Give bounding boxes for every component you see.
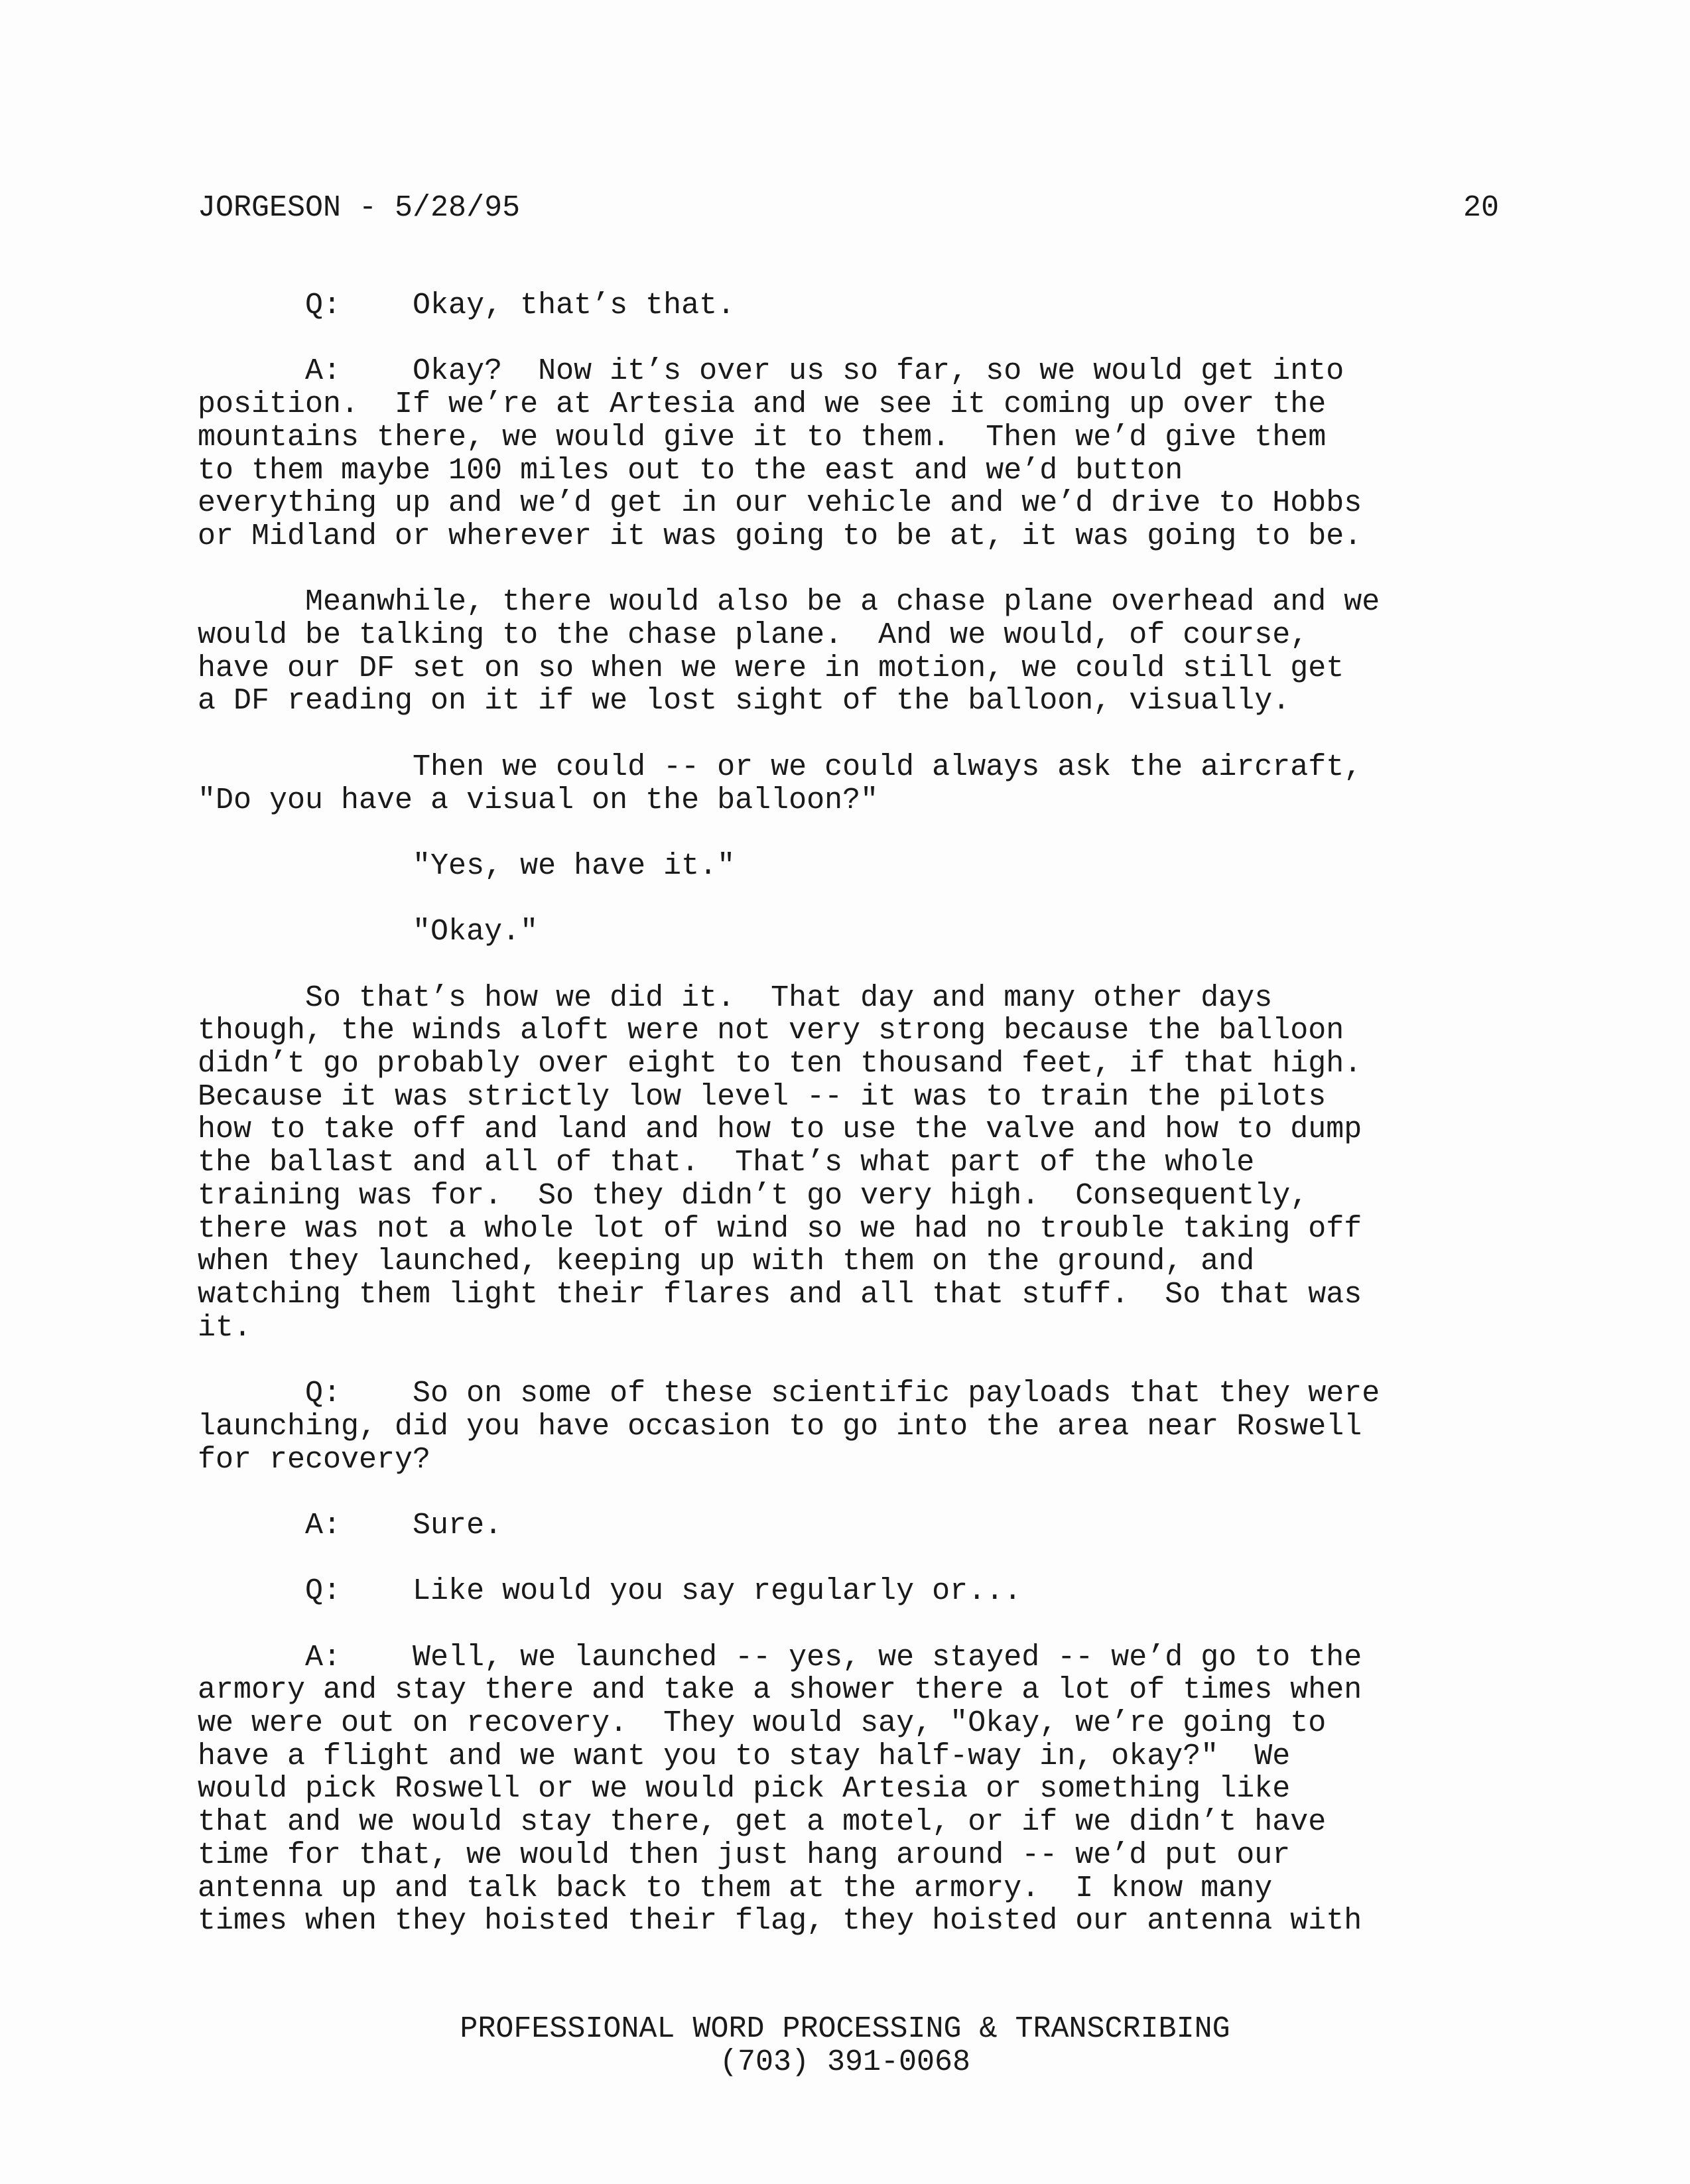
transcript-line: have a flight and we want you to stay half-way in, okay?" We (198, 1739, 1291, 1773)
transcript-line: have our DF set on so when we were in motion, we could still get (198, 651, 1344, 685)
transcript-line: would pick Roswell or we would pick Artesia or something like (198, 1772, 1291, 1807)
transcript-line: watching them light their flares and all that stuff. So that was (198, 1278, 1362, 1312)
transcript-paragraph (198, 289, 1499, 322)
transcript-line: A: Okay? Now it’s over us so far, so we would get into (198, 354, 1344, 389)
transcript-line: how to take off and land and how to use the valve and how to dump (198, 1113, 1362, 1147)
transcript-line: though, the winds aloft were not very strong because the balloon (198, 1014, 1344, 1048)
transcript-line: "Okay." (198, 915, 539, 949)
transcript-line: mountains there, we would give it to them. Then we’d give them (198, 420, 1327, 454)
transcript-line: it. (198, 1310, 252, 1345)
page-footer (0, 2013, 1690, 2079)
transcript-line: that and we would stay there, get a motel, or if we didn’t have (198, 1805, 1327, 1840)
transcript-line: "Yes, we have it." (198, 849, 736, 883)
transcript-line: launching, did you have occasion to go into the area near Roswell (198, 1409, 1362, 1444)
transcript-paragraph (198, 916, 1499, 949)
transcript-line: time for that, we would then just hang around -- we’d put our (198, 1838, 1291, 1872)
transcript-line: when they launched, keeping up with them on the ground, and (198, 1245, 1255, 1279)
transcript-line: to them maybe 100 miles out to the east and we’d button (198, 453, 1183, 488)
transcript-line: there was not a whole lot of wind so we had no trouble taking off (198, 1211, 1362, 1246)
transcript-line: times when they hoisted their flag, they hoisted our antenna with (198, 1904, 1362, 1939)
transcript-line: we were out on recovery. They would say, "Okay, we’re going to (198, 1706, 1327, 1741)
transcript-body (198, 289, 1499, 1971)
transcript-line: position. If we’re at Artesia and we see it coming up over the (198, 387, 1327, 422)
transcript-line: the ballast and all of that. That’s what part of the whole (198, 1146, 1255, 1180)
transcript-line: A: Sure. (198, 1508, 503, 1542)
transcript-line: Then we could -- or we could always ask the aircraft, (198, 750, 1362, 784)
header-title: JORGESON - 5/28/95 (198, 191, 521, 225)
transcript-paragraph (198, 586, 1499, 718)
transcript-line: training was for. So they didn’t go very high. Consequently, (198, 1178, 1309, 1213)
footer-phone: (703) 391-0068 (719, 2045, 971, 2079)
transcript-line: armory and stay there and take a shower there a lot of times when (198, 1673, 1362, 1708)
transcript-line: "Do you have a visual on the balloon?" (198, 783, 879, 817)
transcript-line: for recovery? (198, 1442, 431, 1477)
transcript-paragraph (198, 1509, 1499, 1542)
transcript-paragraph (198, 850, 1499, 883)
transcript-line: would be talking to the chase plane. And we would, of course, (198, 618, 1309, 652)
transcript-paragraph (198, 1377, 1499, 1476)
transcript-line: So that’s how we did it. That day and many other days (198, 981, 1273, 1015)
transcript-line: or Midland or wherever it was going to be at, it was going to be. (198, 519, 1362, 553)
transcript-line: antenna up and talk back to them at the armory. I know many (198, 1871, 1273, 1905)
transcript-paragraph (198, 982, 1499, 1345)
transcript-line: everything up and we’d get in our vehicle and we’d drive to Hobbs (198, 486, 1362, 521)
transcript-paragraph (198, 1641, 1499, 1938)
transcript-line: A: Well, we launched -- yes, we stayed -- we’d go to the (198, 1640, 1362, 1674)
page-header (198, 190, 1499, 227)
page-number: 20 (1462, 191, 1499, 225)
transcript-paragraph (198, 1575, 1499, 1608)
transcript-line: Meanwhile, there would also be a chase plane overhead and we (198, 585, 1380, 620)
transcript-line: Because it was strictly low level -- it was to train the pilots (198, 1079, 1327, 1114)
transcript-line: a DF reading on it if we lost sight of the balloon, visually. (198, 684, 1291, 718)
footer-company: PROFESSIONAL WORD PROCESSING & TRANSCRIBING (460, 2012, 1230, 2046)
transcript-paragraph (198, 751, 1499, 817)
transcript-paragraph (198, 355, 1499, 553)
transcript-line: didn’t go probably over eight to ten thousand feet, if that high. (198, 1047, 1362, 1081)
transcript-line: Q: Okay, that’s that. (198, 289, 736, 322)
transcript-line: Q: So on some of these scientific payloads that they were (198, 1377, 1380, 1411)
transcript-line: Q: Like would you say regularly or... (198, 1574, 1022, 1609)
